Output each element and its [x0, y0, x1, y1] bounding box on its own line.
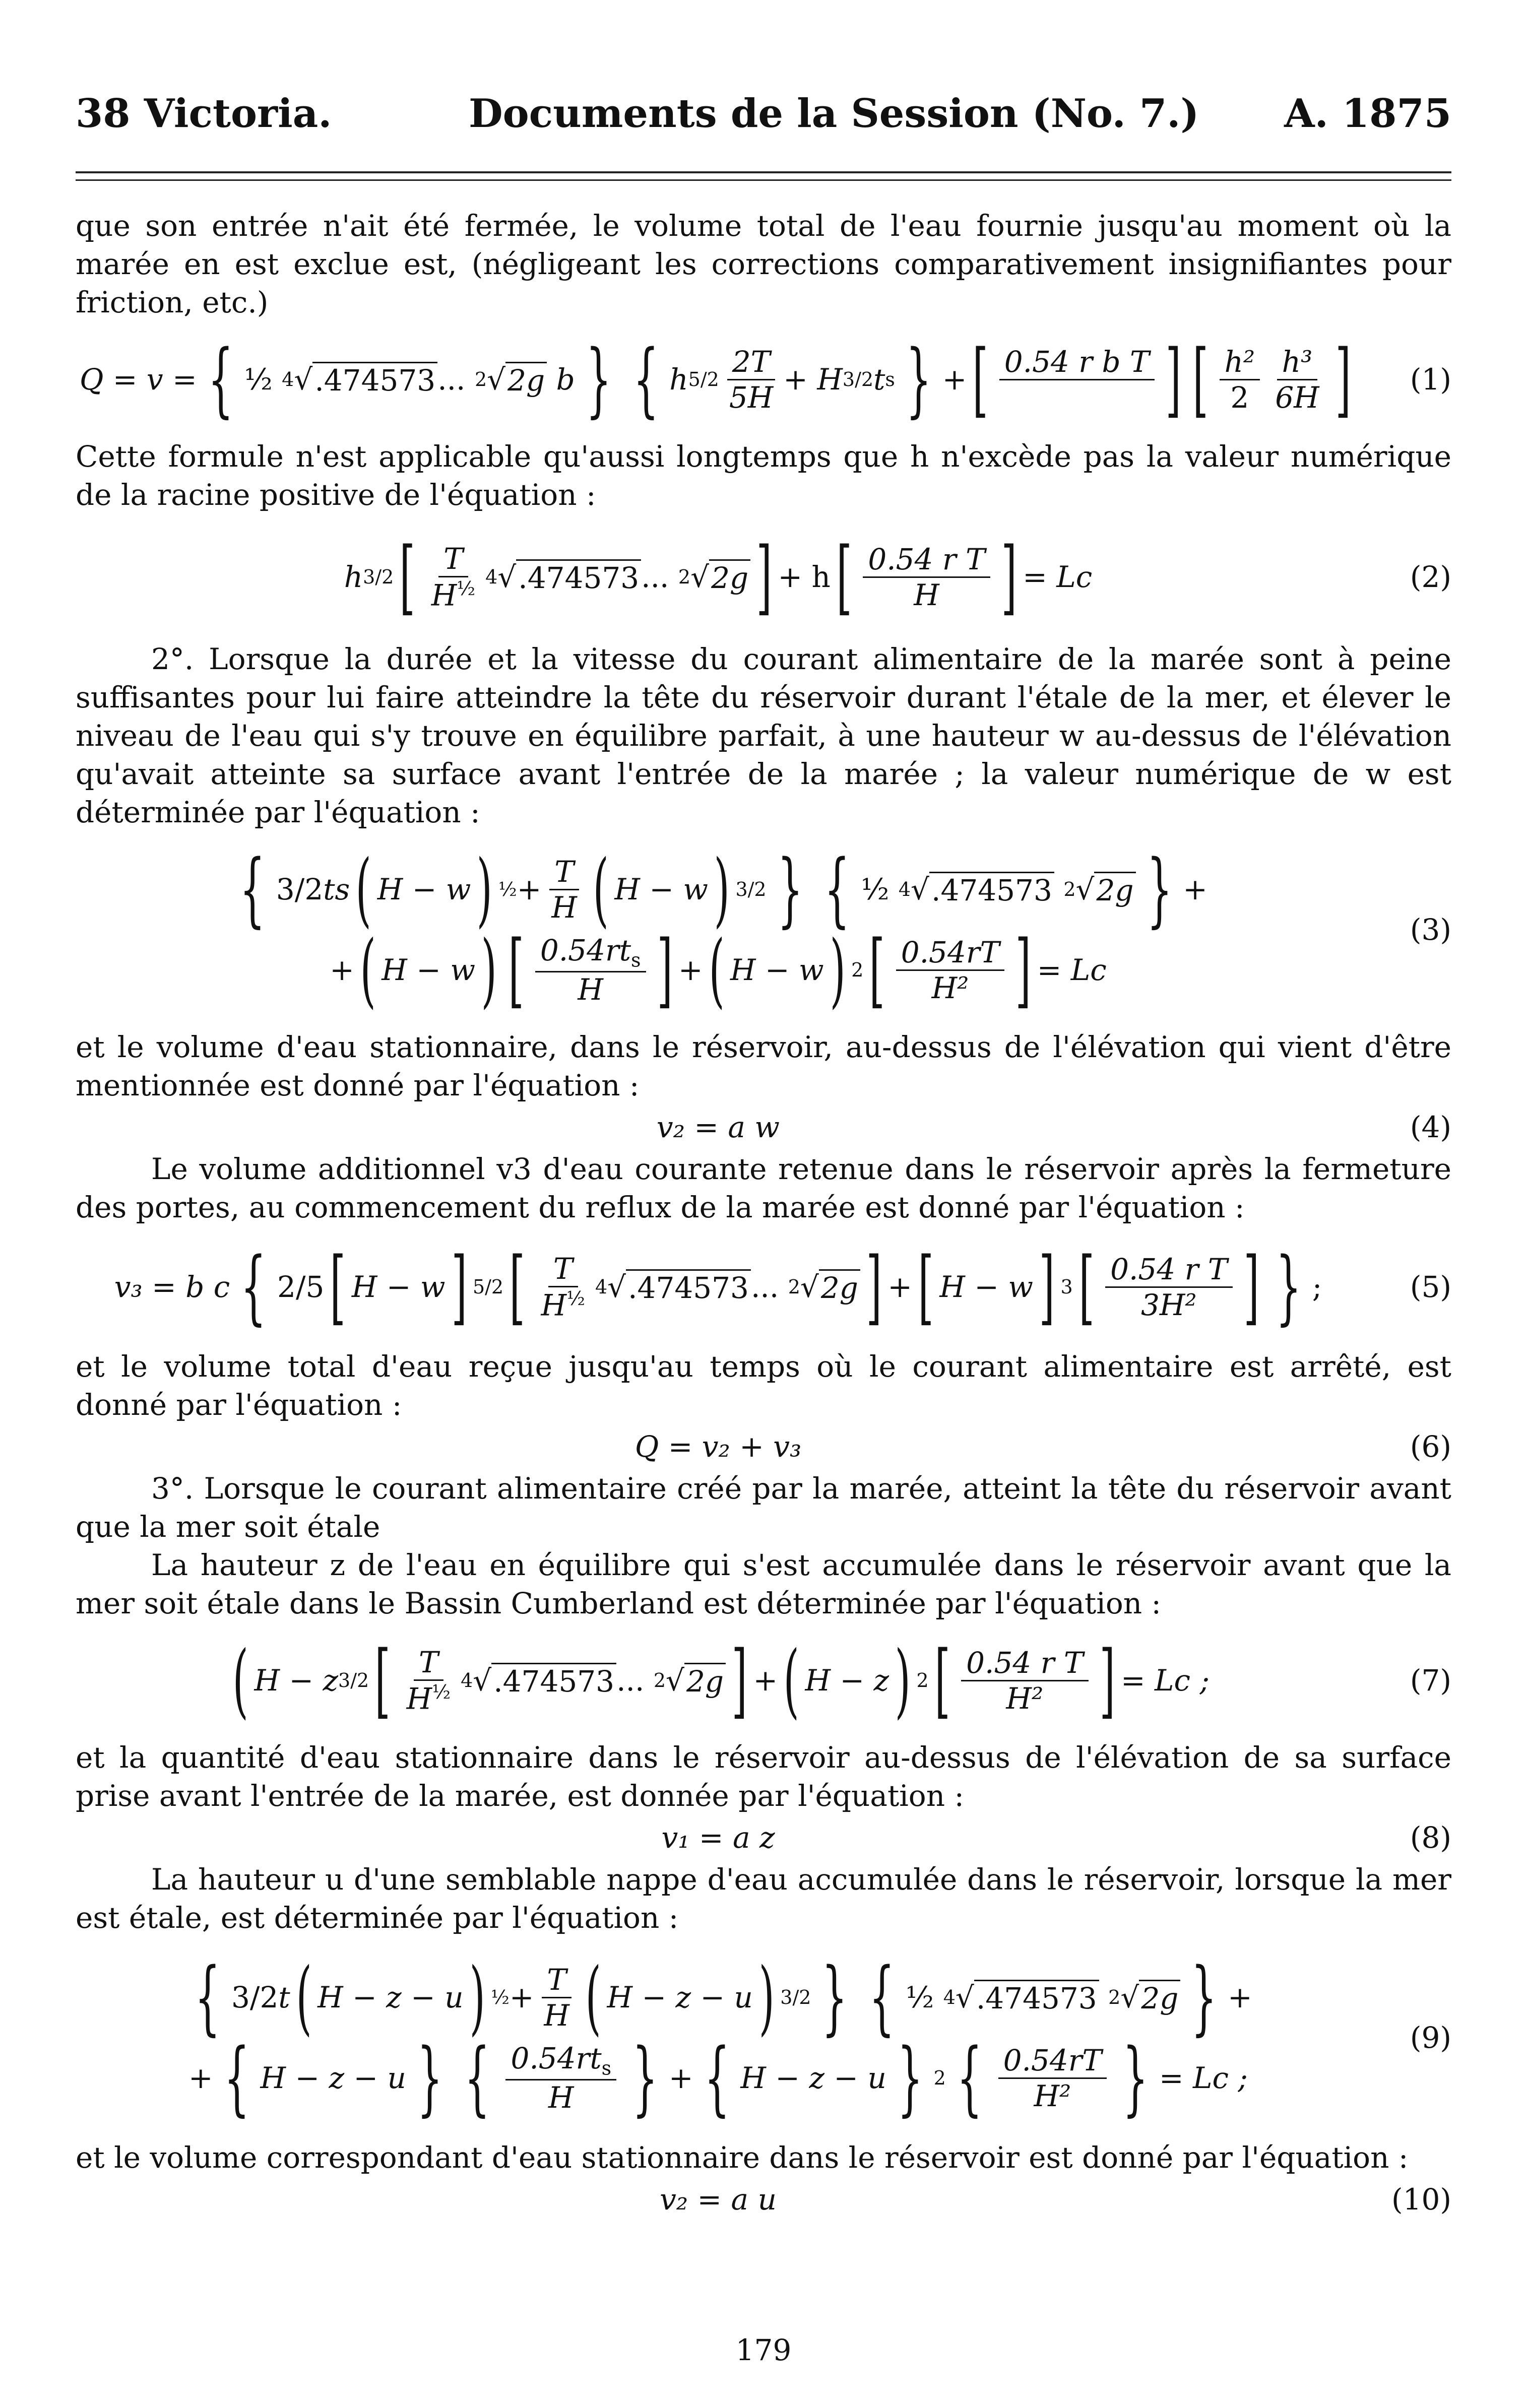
paragraph: et le volume correspondant d'eau stationnaire dans le réservoir est donné par l'équation : — [76, 2140, 1409, 2175]
equation-3: { 3/2 ts ( H − w ) ½ + $\frac{T}{H}$ ( H − w ) 3/2 } { ½ 4 √ .474573 2 √ 2g } + + ( H − w ) [ $\frac{0.54rt_s}{H}$ ] + ( H − w ) 2 [ $\frac{0.54rT}{\text{H²}}$ ] = Lc (3) — [239, 842, 1451, 1017]
equation-6: Q = v₂ + v₃ (6) — [634, 1429, 1451, 1464]
paragraph: 3°. Lorsque le courant alimentaire créé par la marée, atteint la tête du réservoir avant que la mer soit étale — [76, 1471, 1451, 1544]
equation-2: h 3/2 [ $\frac{T}{H^{\frac{1}{2}}}$ 4 √ .474573 ... 2 √ 2g ] + h [ $\frac{\text{0.54 r T}}{H}$ ] = Lc (2) — [344, 530, 1451, 624]
equation-number: (4) — [1410, 1110, 1451, 1144]
paragraph: Le volume additionnel v3 d'eau courante retenue dans le réservoir après la fermeture des portes, au commencement du reflux de la marée est donné par l'équation : — [76, 1152, 1451, 1224]
equation-number: (2) — [1410, 560, 1451, 594]
page-header — [76, 86, 1451, 146]
paragraph: et la quantité d'eau stationnaire dans le réservoir au-dessus de l'élévation de sa surface prise avant l'entrée de la marée, est donnée par l'équation : — [76, 1740, 1451, 1813]
paragraph: Cette formule n'est applicable qu'aussi longtemps que h n'excède pas la valeur numérique de la racine positive de l'équation : — [76, 439, 1451, 512]
page-number: 179 — [735, 2333, 792, 2367]
paragraph: La hauteur u d'une semblable nappe d'eau accumulée dans le réservoir, lorsque la mer est étale, est déterminée par l'équation : — [76, 1862, 1451, 1935]
equation-number: (9) — [1410, 2021, 1451, 2055]
paragraph: que son entrée n'ait été fermée, le volume total de l'eau fournie jusqu'au moment où la marée en est exclue est, (négligeant les corrections comparativement insignifiantes pour friction, etc.) — [76, 209, 1451, 319]
page — [76, 86, 1451, 2222]
equation-5: v₃ = b c { 2/5 [ H − w ] 5/2 [ $\frac{T}{H^{\frac{1}{2}}}$ 4 √ .474573 ... 2 √ 2g ] + [ H − w ] 3 [ $\frac{\text{0.54 r T}}{\text{3H²}}$ ] } ; (5) — [114, 1240, 1451, 1334]
header-center: Documents de la Session (No. 7.) — [469, 91, 1199, 137]
equation-9: { 3/2 t ( H − z − u ) ½ + $\frac{T}{H}$ ( H − z − u ) 3/2 } { ½ 4 √ .474573 2 √ 2g } + + { H − z − u } { $\frac{0.54rt_s}{H}$ } + { H − z − u } 2 { $\frac{0.54rT}{\text{H²}}$ } = Lc ; (9) — [188, 1950, 1451, 2125]
header-rule — [76, 171, 1451, 173]
equation-number: (7) — [1410, 1663, 1451, 1698]
equation-number: (10) — [1391, 2182, 1451, 2217]
paragraph: 2°. Lorsque la durée et la vitesse du courant alimentaire de la marée sont à peine suffisantes pour lui faire atteindre la tête du réservoir durant l'étale de la mer, et élever le niveau de l'eau qui s'y trouve en équilibre parfait, à une hauteur w au-dessus de l'élévation qu'avait atteinte sa surface avant l'entrée de la marée ; la valeur numérique de w est déterminée par l'équation : — [76, 642, 1451, 829]
paragraph: et le volume d'eau stationnaire, dans le réservoir, au-dessus de l'élévation qui vient d'être mentionnée est donné par l'équation : — [76, 1030, 1451, 1102]
equation-number: (8) — [1410, 1820, 1451, 1855]
equation-1: Q = v = { ½ 4 √ .474573 ... 2 √ 2g b } { h 5/2 $\frac{2T}{5H}$ + H 3/2 t s } + [ 0.54 r b T ] [ $\frac{\text{h²}}{2}$ $\frac{\text{h³}}{6H}$ ] (1) — [79, 332, 1451, 426]
equation-7: ( H − z 3/2 [ $\frac{T}{H^{\frac{1}{2}}}$ 4 √ .474573 ... 2 √ 2g ] + ( H − z ) 2 [ $\frac{\text{0.54 r T}}{\text{H²}}$ ] = Lc ; (7) — [232, 1633, 1451, 1727]
header-right: A. 1875 — [1284, 91, 1451, 137]
paragraph: et le volume total d'eau reçue jusqu'au temps où le courant alimentaire est arrêté, est donné par l'équation : — [76, 1349, 1451, 1422]
header-rule — [76, 179, 1451, 181]
equation-8: v₁ = a z (8) — [661, 1820, 1451, 1855]
paragraph: La hauteur z de l'eau en équilibre qui s'est accumulée dans le réservoir avant que la mer soit étale dans le Bassin Cumberland est déterminée par l'équation : — [76, 1548, 1451, 1620]
equation-number: (1) — [1410, 362, 1451, 397]
equation-number: (3) — [1410, 913, 1451, 947]
equation-10: v₂ = a u (10) — [660, 2182, 1451, 2217]
header-left: 38 Victoria. — [76, 91, 332, 137]
equation-number: (5) — [1410, 1270, 1451, 1304]
equation-number: (6) — [1410, 1429, 1451, 1464]
equation-4: v₂ = a w (4) — [656, 1110, 1451, 1144]
